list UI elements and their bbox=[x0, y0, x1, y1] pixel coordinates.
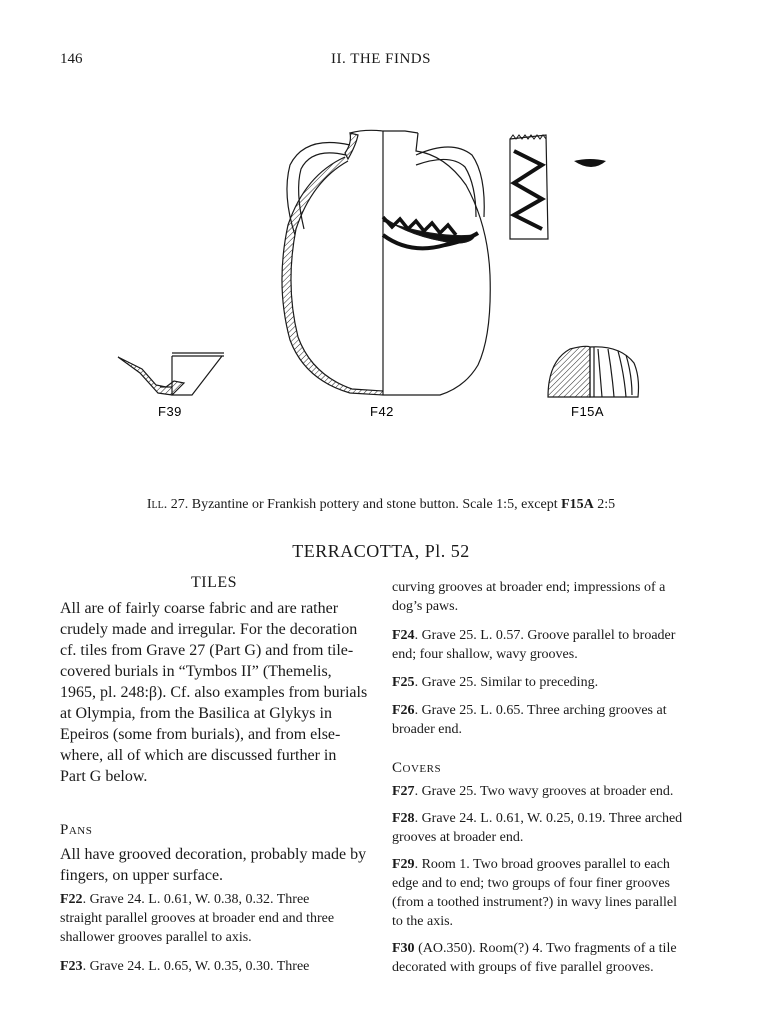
entry-id: F22 bbox=[60, 892, 83, 907]
page-number: 146 bbox=[60, 51, 83, 67]
entry-id: F24 bbox=[392, 628, 415, 643]
text-line: cf. tiles from Grave 27 (Part G) and from tile- bbox=[60, 642, 354, 659]
caption-suffix: 2:5 bbox=[597, 497, 616, 512]
small-fragment-drawing bbox=[574, 159, 606, 167]
right-column bbox=[392, 578, 702, 977]
figure-label-f39: F39 bbox=[158, 404, 182, 419]
text-line: at Olympia, from the Basilica at Glykys in bbox=[60, 705, 332, 722]
text-line: crudely made and irregular. For the decoration bbox=[60, 621, 358, 638]
continuation-text bbox=[392, 578, 702, 616]
text-line: to the axis. bbox=[392, 914, 454, 929]
entry-id: F27 bbox=[392, 784, 415, 799]
pans-intro bbox=[60, 844, 368, 886]
catalogue-entry-f30 bbox=[392, 939, 702, 977]
covers-heading: Covers bbox=[392, 760, 442, 776]
entry-id: F29 bbox=[392, 857, 415, 872]
entry-id: F28 bbox=[392, 811, 415, 826]
text-line: Part G below. bbox=[60, 768, 148, 785]
entry-id: F26 bbox=[392, 703, 415, 718]
catalogue-entry-f26 bbox=[392, 701, 702, 739]
figure-label-f15a: F15A bbox=[571, 404, 605, 419]
text-line: fingers, on upper surface. bbox=[60, 867, 224, 884]
text-line: 1965, pl. 248:β). Cf. also examples from burials bbox=[60, 684, 368, 701]
catalogue-entry-f22 bbox=[60, 890, 368, 947]
text-line: edge and to end; two groups of four finer grooves bbox=[392, 876, 670, 891]
text-line: All have grooved decoration, probably made by bbox=[60, 846, 367, 863]
text-line: covered burials in “Tymbos II” (Themelis, bbox=[60, 663, 332, 680]
catalogue-entry-f25 bbox=[392, 673, 702, 692]
entry-id: F25 bbox=[392, 675, 415, 690]
text-line: . Grave 25. Two wavy grooves at broader end. bbox=[414, 784, 674, 799]
text-line: . Grave 24. L. 0.61, W. 0.25, 0.19. Three arched bbox=[414, 811, 683, 826]
sherd-zigzag-drawing bbox=[510, 135, 548, 239]
text-line: . Grave 24. L. 0.61, W. 0.38, 0.32. Three bbox=[82, 892, 310, 907]
text-line: broader end. bbox=[392, 722, 462, 737]
pottery-illustration bbox=[100, 125, 640, 425]
entry-id: F30 bbox=[392, 941, 415, 956]
text-line: . Grave 24. L. 0.65, W. 0.35, 0.30. Three bbox=[82, 959, 310, 974]
text-line: . Grave 25. Similar to preceding. bbox=[414, 675, 599, 690]
entry-id: F23 bbox=[60, 959, 83, 974]
catalogue-entry-f29 bbox=[392, 855, 702, 931]
text-line: where, all of which are discussed further in bbox=[60, 747, 337, 764]
catalogue-entry-f23 bbox=[60, 957, 368, 976]
text-line: curving grooves at broader end; impressions of a bbox=[392, 580, 666, 595]
figure-label-f42: F42 bbox=[370, 404, 394, 419]
running-title: II. THE FINDS bbox=[331, 51, 431, 67]
tiles-heading: TILES bbox=[190, 574, 238, 591]
caption-text: Byzantine or Frankish pottery and stone button. Scale 1:5, except bbox=[191, 497, 558, 512]
caption-bold-ref: F15A bbox=[561, 497, 594, 512]
text-line: dog’s paws. bbox=[392, 599, 459, 614]
text-line: grooves at broader end. bbox=[392, 830, 524, 845]
pans-heading: Pans bbox=[60, 822, 93, 838]
text-line: decorated with groups of five parallel grooves. bbox=[392, 960, 654, 975]
text-line: Epeiros (some from burials), and from else- bbox=[60, 726, 341, 743]
text-line: (from a toothed instrument?) in wavy lines parallel bbox=[392, 895, 677, 910]
f15a-button-drawing bbox=[548, 346, 639, 397]
text-line: All are of fairly coarse fabric and are rather bbox=[60, 600, 339, 617]
catalogue-entry-f24 bbox=[392, 626, 702, 664]
f42-jug-drawing bbox=[282, 130, 490, 395]
section-title: TERRACOTTA, Pl. 52 bbox=[292, 541, 470, 561]
text-line: straight parallel grooves at broader end and three bbox=[60, 911, 335, 926]
text-line: end; four shallow, wavy grooves. bbox=[392, 647, 578, 662]
text-line: . Room 1. Two broad grooves parallel to each bbox=[414, 857, 670, 872]
tiles-intro bbox=[60, 598, 368, 787]
catalogue-entry-f28 bbox=[392, 809, 702, 847]
left-column bbox=[60, 573, 368, 976]
pottery-drawing bbox=[100, 125, 640, 425]
caption-prefix: Ill. 27. bbox=[146, 497, 189, 512]
f39-dish-drawing bbox=[118, 353, 224, 395]
catalogue-entry-f27 bbox=[392, 782, 702, 801]
text-line: . Grave 25. L. 0.65. Three arching grooves at bbox=[414, 703, 667, 718]
text-line: . Grave 25. L. 0.57. Groove parallel to broader bbox=[414, 628, 676, 643]
text-line: (AO.350). Room(?) 4. Two fragments of a tile bbox=[414, 941, 677, 956]
text-line: shallower grooves parallel to axis. bbox=[60, 930, 252, 945]
figure-caption bbox=[0, 497, 762, 513]
